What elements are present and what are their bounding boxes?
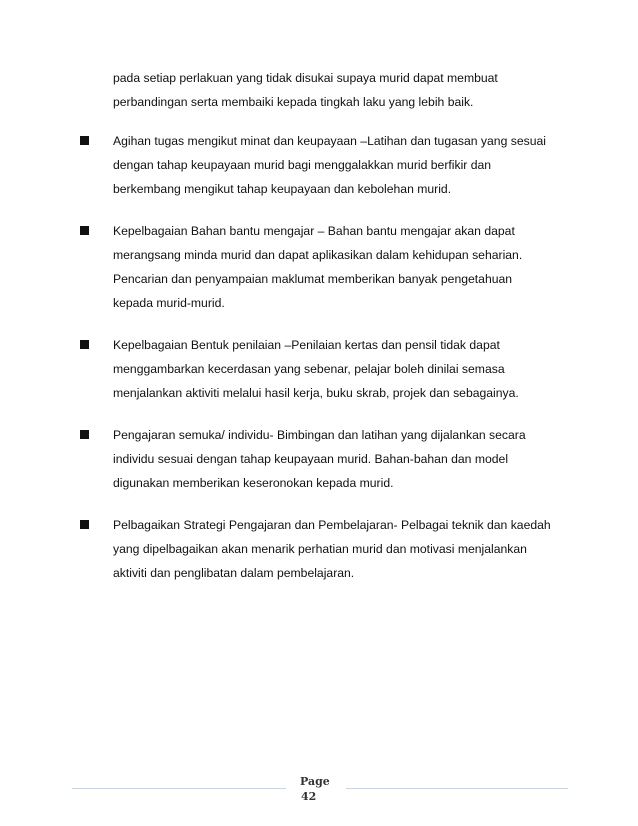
bullet-item [80,129,580,201]
text-line: menggambarkan kecerdasan yang sebenar, pelajar boleh dinilai semasa [113,362,505,376]
bullet-item [80,219,580,315]
square-bullet-icon [80,520,89,529]
text-line: Kepelbagaian Bentuk penilaian –Penilaian kertas dan pensil tidak dapat [113,338,500,352]
page-number-value: 42 [301,790,317,803]
text-line: dengan tahap keupayaan murid bagi menggalakkan murid berfikir dan [113,158,492,172]
text-line: Pencarian dan penyampaian maklumat memberikan banyak pengetahuan [113,272,513,286]
footer-divider-left [72,788,286,789]
text-line: pada setiap perlakuan yang tidak disukai supaya murid dapat membuat [113,71,498,85]
page-label: Page [300,775,330,788]
text-line: Kepelbagaian Bahan bantu mengajar – Bahan bantu mengajar akan dapat [113,224,515,238]
text-line: menjalankan aktiviti melalui hasil kerja, buku skrab, projek dan sebagainya. [113,386,519,400]
bullet-item [80,423,580,495]
bullet-item [80,513,580,585]
square-bullet-icon [80,226,89,235]
text-line: yang dipelbagaikan akan menarik perhatian murid dan motivasi menjalankan [113,542,527,556]
intro-paragraph [113,66,583,114]
square-bullet-icon [80,136,89,145]
bullet-list [80,129,580,603]
bullet-item [80,333,580,405]
text-line: berkembang mengikut tahap keupayaan dan kebolehan murid. [113,182,452,196]
text-line: kepada murid-murid. [113,296,225,310]
bullet-text [113,219,580,315]
text-line: individu sesuai dengan tahap keupayaan murid. Bahan-bahan dan model [113,452,509,466]
text-line: Pengajaran semuka/ individu- Bimbingan dan latihan yang dijalankan secara [113,428,526,442]
text-line: aktiviti dan penglibatan dalam pembelajaran. [113,566,355,580]
bullet-text [113,423,580,495]
bullet-text [113,333,580,405]
square-bullet-icon [80,430,89,439]
text-line: Pelbagaikan Strategi Pengajaran dan Pembelajaran- Pelbagai teknik dan kaedah [113,518,551,532]
text-line: Agihan tugas mengikut minat dan keupayaan –Latihan dan tugasan yang sesuai [113,134,546,148]
bullet-text [113,513,580,585]
footer-divider-right [346,788,568,789]
text-line: perbandingan serta membaiki kepada tingkah laku yang lebih baik. [113,95,474,109]
page-footer [0,772,638,812]
page-number [300,774,340,804]
text-line: merangsang minda murid dan dapat aplikasikan dalam kehidupan seharian. [113,248,523,262]
bullet-text [113,129,580,201]
text-line: digunakan memberikan keseronokan kepada murid. [113,476,394,490]
square-bullet-icon [80,340,89,349]
